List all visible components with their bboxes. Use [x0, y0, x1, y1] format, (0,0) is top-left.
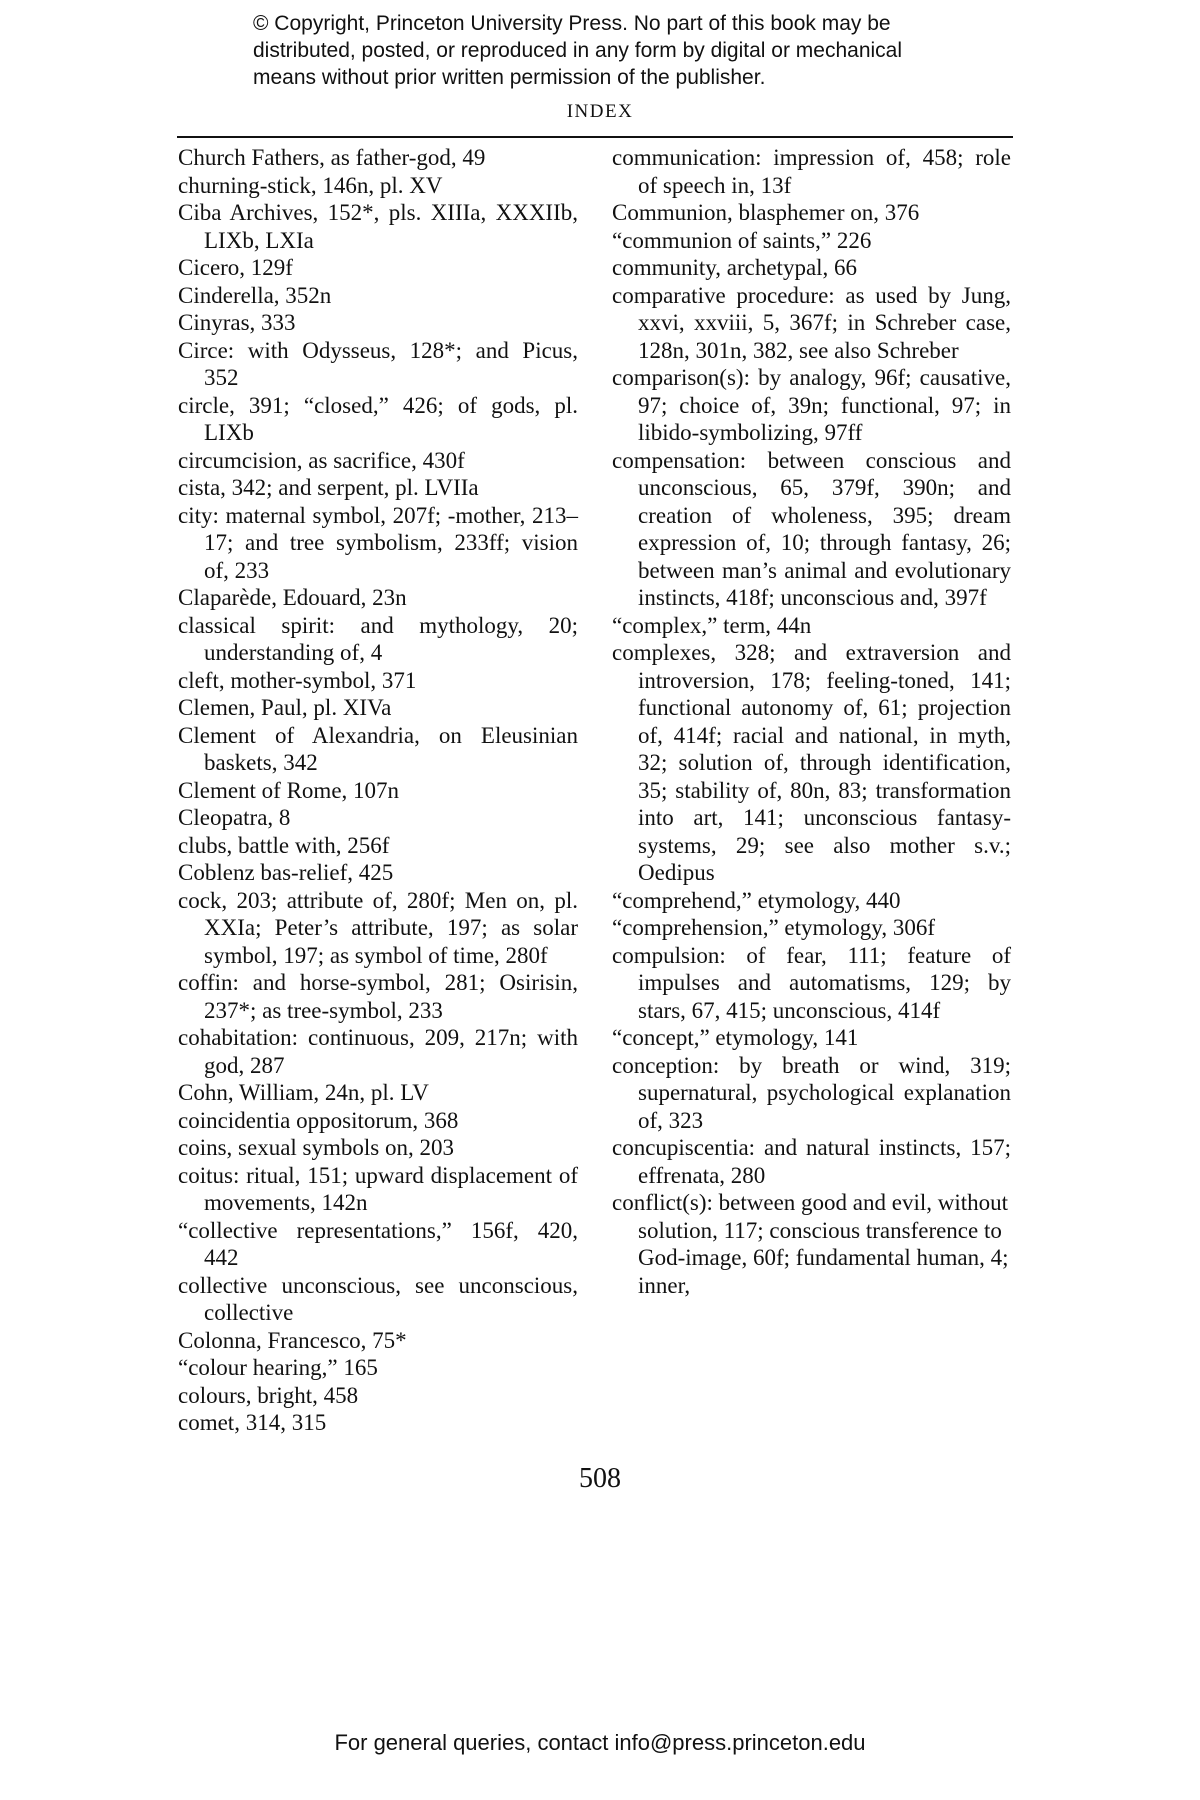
index-entry: Cinderella, 352n: [178, 282, 332, 308]
index-entry: “complex,” term, 44n: [612, 612, 812, 638]
index-entry: city: maternal symbol, 207f; -mother, 213–17; and tree symbolism, 233ff; vision of, 233: [178, 502, 578, 583]
index-entry: clubs, battle with, 256f: [178, 832, 390, 858]
index-entry: cohabitation: continuous, 209, 217n; with god, 287: [178, 1025, 578, 1078]
index-entry: Clement of Alexandria, on Eleusinian baskets, 342: [178, 722, 578, 775]
index-entry: Clemen, Paul, pl. XIVa: [178, 695, 392, 720]
index-entry: circumcision, as sacrifice, 430f: [178, 447, 465, 473]
page-number: 508: [579, 1463, 621, 1494]
index-entry: colours, bright, 458: [178, 1382, 359, 1408]
index-entry: cleft, mother-symbol, 371: [178, 667, 417, 693]
index-entry: coitus: ritual, 151; upward displacement of movements, 142n: [178, 1162, 578, 1215]
copyright-notice: [253, 10, 1013, 91]
index-entry: “concept,” etymology, 141: [612, 1025, 859, 1050]
index-entry: compensation: between conscious and unconscious, 65, 379f, 390n; and creation of wholeness, 395; dream expression of, 10; through fantasy, 26; between man’s animal and evolutionary instincts, 418f; unconscious and, 397f: [612, 447, 1011, 610]
index-entry: communication: impression of, 458; role of speech in, 13f: [612, 145, 1011, 198]
index-entry: coffin: and horse-symbol, 281; Osirisin, 237*; as tree-symbol, 233: [178, 970, 578, 1023]
index-entry: Communion, blasphemer on, 376: [612, 200, 920, 225]
header-rule: [177, 136, 1013, 138]
index-entry: Circe: with Odysseus, 128*; and Picus, 352: [178, 337, 578, 390]
index-entry: cock, 203; attribute of, 280f; Men on, pl. XXIa; Peter’s attribute, 197; as solar symbol, 197; as symbol of time, 280f: [178, 887, 578, 968]
index-entry: Coblenz bas-relief, 425: [178, 860, 394, 885]
index-entry: collective unconscious, see unconscious, collective: [178, 1272, 578, 1325]
index-entry: churning-stick, 146n, pl. XV: [178, 172, 443, 198]
index-entry: coincidentia oppositorum, 368: [178, 1107, 459, 1133]
index-entry: conflict(s): between good and evil, without solution, 117; conscious transference to God-image, 60f; fundamental human, 4; inner,: [612, 1190, 1009, 1298]
footer-contact: For general queries, contact info@press.princeton.edu: [334, 1730, 866, 1755]
index-entry: Cinyras, 333: [178, 310, 296, 335]
index-entry: conception: by breath or wind, 319; supernatural, psychological explanation of, 323: [612, 1052, 1011, 1133]
index-entry: cista, 342; and serpent, pl. LVIIa: [178, 475, 479, 500]
index-entry: Church Fathers, as father-god, 49: [178, 145, 486, 170]
index-entry: classical spirit: and mythology, 20; understanding of, 4: [178, 612, 578, 665]
index-entry: Cleopatra, 8: [178, 805, 291, 830]
running-header: INDEX: [566, 101, 634, 122]
index-entry: coins, sexual symbols on, 203: [178, 1135, 454, 1160]
index-column-right: [612, 144, 1011, 1299]
copyright-line-1: © Copyright, Princeton University Press. No part of this book may be: [253, 12, 891, 35]
index-entry: “collective representations,” 156f, 420, 442: [178, 1217, 578, 1270]
index-entry: comparison(s): by analogy, 96f; causative, 97; choice of, 39n; functional, 97; in libido-symbolizing, 97ff: [612, 365, 1011, 445]
index-entry: “comprehension,” etymology, 306f: [612, 915, 935, 940]
index-entry: Ciba Archives, 152*, pls. XIIIa, XXXIIb, LIXb, LXIa: [178, 200, 578, 253]
index-entry: concupiscentia: and natural instincts, 157; effrenata, 280: [612, 1135, 1011, 1188]
index-entry: Cicero, 129f: [178, 255, 293, 280]
index-entry: comet, 314, 315: [178, 1410, 327, 1435]
index-entry: compulsion: of fear, 111; feature of impulses and automatisms, 129; by stars, 67, 415; unconscious, 414f: [612, 942, 1011, 1023]
index-entry: complexes, 328; and extraversion and introversion, 178; feeling-toned, 141; functional autonomy of, 61; projection of, 414f; racial and national, in myth, 32; solution of, through identification, 35; stability of, 80n, 83; transformation into art, 141; unconscious fantasy-systems, 29; see also mother s.v.; Oedipus: [612, 640, 1011, 885]
index-entry: “comprehend,” etymology, 440: [612, 887, 901, 913]
copyright-line-3: means without prior written permission of the publisher.: [253, 66, 766, 89]
copyright-line-2: distributed, posted, or reproduced in any form by digital or mechanical: [253, 39, 903, 62]
index-entry: “communion of saints,” 226: [612, 227, 872, 253]
index-entry: community, archetypal, 66: [612, 255, 858, 280]
index-entry: Colonna, Francesco, 75*: [178, 1327, 407, 1353]
index-entry: Cohn, William, 24n, pl. LV: [178, 1080, 429, 1105]
index-entry: comparative procedure: as used by Jung, xxvi, xxviii, 5, 367f; in Schreber case, 128n, 301n, 382, see also Schreber: [612, 282, 1011, 363]
index-entry: Claparède, Edouard, 23n: [178, 585, 407, 610]
index-column-left: [178, 144, 578, 1437]
index-entry: “colour hearing,” 165: [178, 1355, 378, 1380]
index-entry: Clement of Rome, 107n: [178, 777, 400, 803]
index-entry: circle, 391; “closed,” 426; of gods, pl. LIXb: [178, 392, 578, 445]
